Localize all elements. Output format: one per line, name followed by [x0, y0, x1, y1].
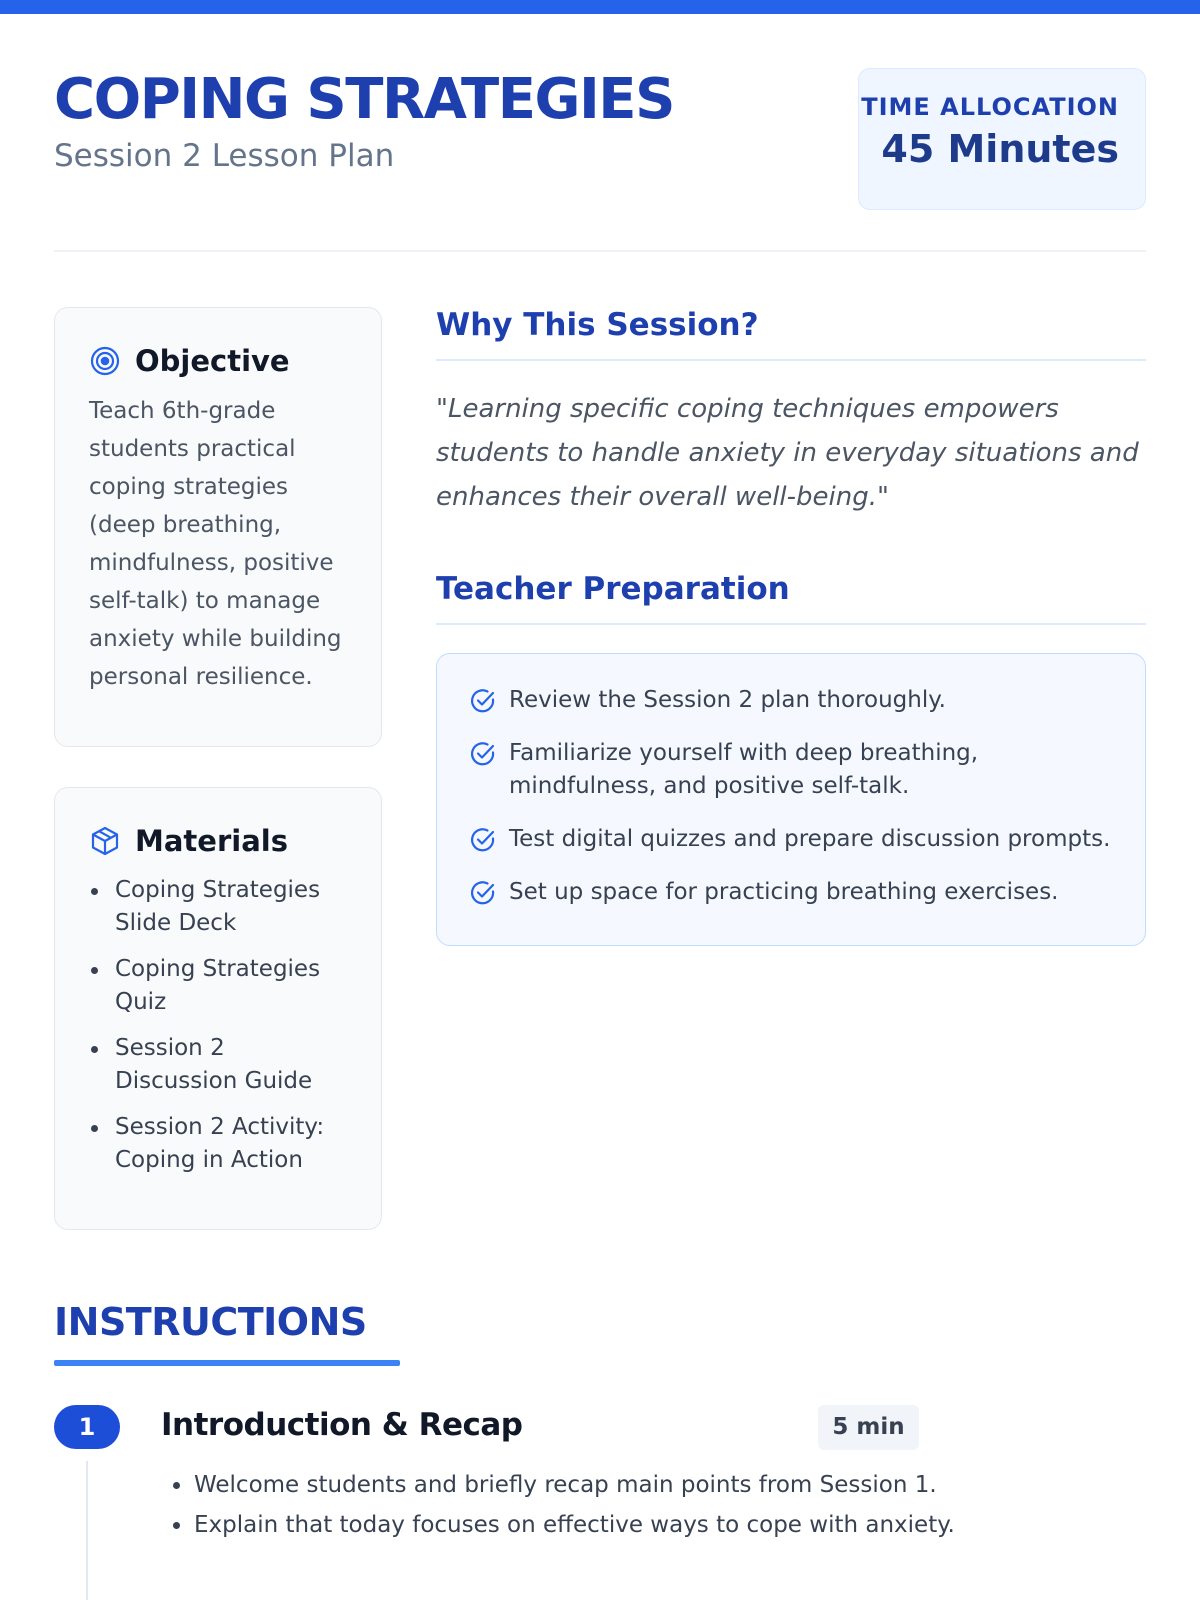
check-circle-icon	[469, 687, 497, 715]
top-accent-bar	[0, 0, 1200, 14]
materials-item: Coping Strategies Slide Deck	[89, 874, 347, 940]
materials-item: Session 2 Discussion Guide	[89, 1032, 347, 1098]
materials-card	[54, 787, 382, 1230]
preparation-item-text: Set up space for practicing breathing exercises.	[509, 879, 1059, 905]
check-circle-icon	[469, 740, 497, 768]
instructions-underline	[54, 1360, 400, 1366]
preparation-item-text: Test digital quizzes and prepare discussion prompts.	[509, 826, 1111, 852]
materials-item: Coping Strategies Quiz	[89, 953, 347, 1019]
objective-card	[54, 307, 382, 747]
instructions-section	[54, 1300, 400, 1366]
time-allocation-label: TIME ALLOCATION	[861, 93, 1119, 121]
materials-title: Materials	[135, 824, 288, 858]
page-title: COPING STRATEGIES	[54, 67, 674, 132]
objective-header	[89, 344, 347, 378]
step-bullet: Explain that today focuses on effective ways to cope with anxiety.	[140, 1505, 955, 1545]
why-quote: "Learning specific coping techniques empowers students to handle anxiety in everyday situations and enhances their overall well-being."	[436, 394, 1139, 512]
materials-list	[89, 874, 347, 1177]
step-title: Introduction & Recap	[161, 1407, 523, 1443]
objective-title: Objective	[135, 344, 290, 378]
preparation-item	[469, 737, 1117, 803]
check-circle-icon	[469, 879, 497, 907]
step-bullet: Welcome students and briefly recap main points from Session 1.	[140, 1465, 955, 1505]
materials-item: Session 2 Activity: Coping in Action	[89, 1111, 347, 1177]
preparation-item	[469, 823, 1117, 856]
preparation-item	[469, 876, 1117, 909]
header-divider	[54, 250, 1146, 252]
step-number-badge: 1	[54, 1405, 120, 1449]
instructions-title: INSTRUCTIONS	[54, 1300, 367, 1344]
target-icon	[89, 345, 121, 377]
page-header	[54, 62, 1146, 212]
preparation-item-text: Familiarize yourself with deep breathing, mindfulness, and positive self-talk.	[509, 740, 979, 799]
step-duration-badge: 5 min	[818, 1405, 919, 1450]
preparation-item	[469, 684, 1117, 717]
time-allocation-box	[858, 68, 1146, 210]
right-column	[436, 307, 1146, 946]
page-subtitle: Session 2 Lesson Plan	[54, 138, 395, 174]
preparation-section-title: Teacher Preparation	[436, 571, 1146, 625]
time-allocation-value: 45 Minutes	[881, 127, 1119, 171]
why-section-title: Why This Session?	[436, 307, 1146, 361]
materials-header	[89, 824, 347, 858]
preparation-box	[436, 653, 1146, 946]
preparation-item-text: Review the Session 2 plan thoroughly.	[509, 687, 946, 713]
check-circle-icon	[469, 826, 497, 854]
objective-text: Teach 6th-grade students practical coping strategies (deep breathing, mindfulness, positive self-talk) to manage anxiety while building personal resilience.	[89, 398, 342, 690]
cube-icon	[89, 825, 121, 857]
step-timeline-line	[86, 1461, 88, 1600]
step-bullet-list	[194, 1465, 955, 1545]
